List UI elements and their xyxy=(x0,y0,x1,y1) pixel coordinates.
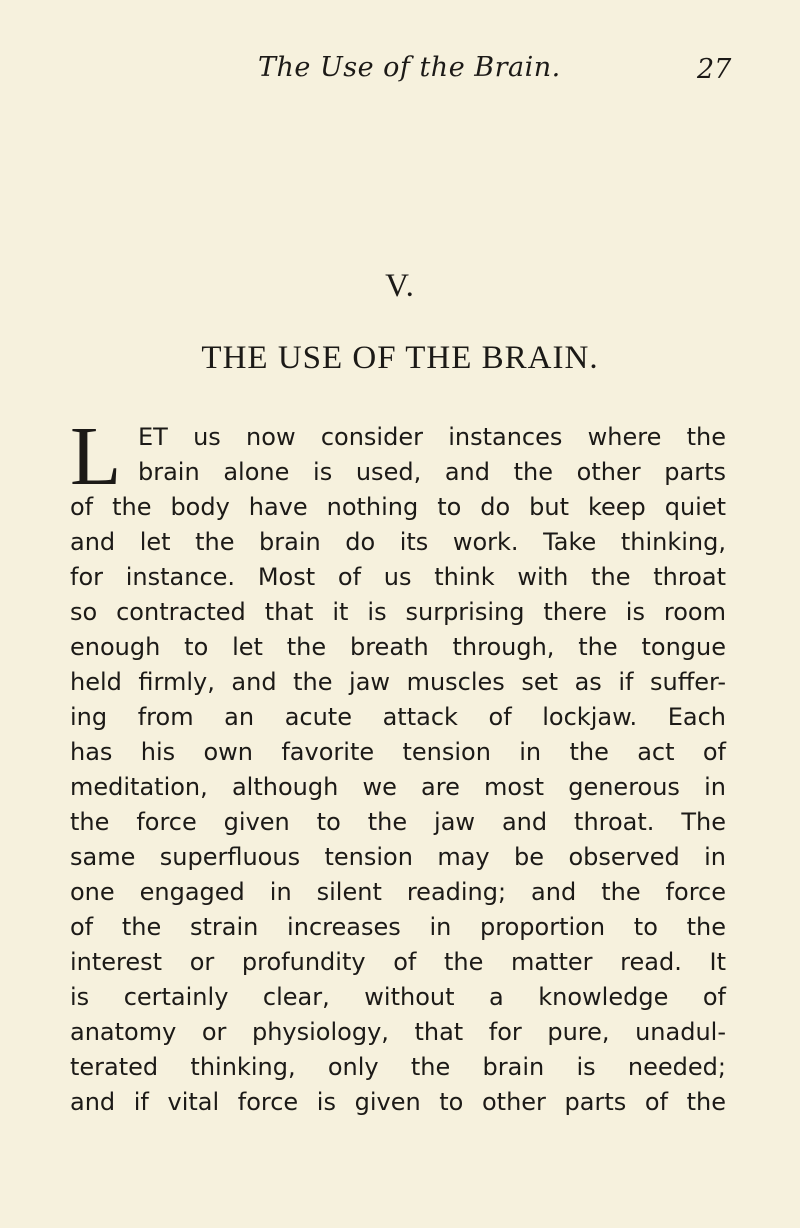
text-line: ing from an acute attack of lockjaw. Each xyxy=(70,703,726,731)
page-number: 27 xyxy=(697,54,732,85)
chapter-title: THE USE OF THE BRAIN. xyxy=(201,340,599,376)
text-line: same superfluous tension may be observed in xyxy=(70,843,726,871)
text-line: held firmly, and the jaw muscles set as if suffer- xyxy=(70,668,726,696)
text-line: of the strain increases in proportion to the xyxy=(70,913,726,941)
text-line: enough to let the breath through, the tongue xyxy=(70,633,726,661)
drop-cap: L xyxy=(70,410,122,503)
text-line: brain alone is used, and the other parts xyxy=(138,458,726,486)
text-line: meditation, although we are most generous in xyxy=(70,773,726,801)
text-line: is certainly clear, without a knowledge of xyxy=(70,983,726,1011)
text-line: terated thinking, only the brain is needed; xyxy=(70,1053,726,1081)
text-line: and let the brain do its work. Take thinking, xyxy=(70,528,726,556)
body-text xyxy=(70,410,726,1120)
text-line: one engaged in silent reading; and the force xyxy=(70,878,726,906)
text-line: the force given to the jaw and throat. The xyxy=(70,808,726,836)
text-line: interest or profundity of the matter read. It xyxy=(70,948,726,976)
chapter-number: V. xyxy=(385,268,415,304)
text-line: of the body have nothing to do but keep quiet xyxy=(70,493,726,521)
text-line: so contracted that it is surprising there is room xyxy=(70,598,726,626)
text-line: ET us now consider instances where the xyxy=(138,423,726,451)
text-line: anatomy or physiology, that for pure, unadul- xyxy=(70,1018,726,1046)
text-line: has his own favorite tension in the act of xyxy=(70,738,726,766)
running-head xyxy=(0,52,800,92)
running-title: The Use of the Brain. xyxy=(258,52,561,83)
text-line: for instance. Most of us think with the throat xyxy=(70,563,726,591)
text-line: and if vital force is given to other parts of the xyxy=(70,1088,726,1116)
